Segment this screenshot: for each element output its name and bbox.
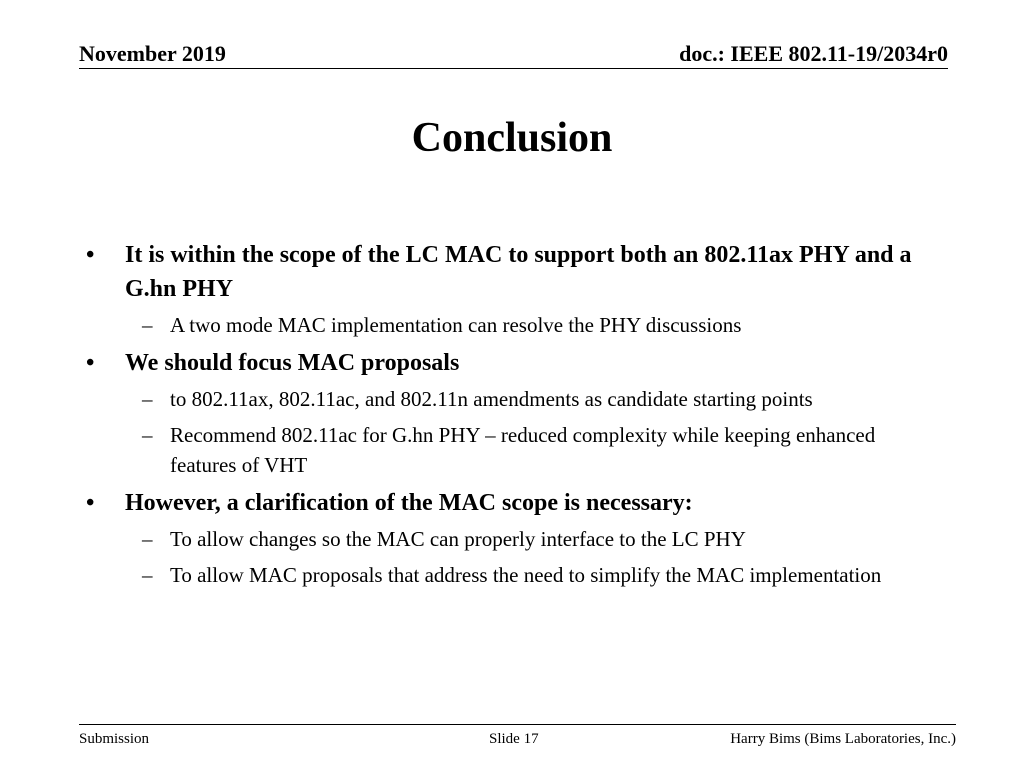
slide-header (79, 40, 948, 69)
bullet-icon: • (86, 490, 95, 516)
sub-bullet-item (86, 560, 944, 590)
slide-body (86, 238, 944, 596)
sub-bullet-text: To allow MAC proposals that address the need to simplify the MAC implementation (170, 563, 882, 587)
dash-icon: – (142, 563, 153, 587)
sub-bullet-text: to 802.11ax, 802.11ac, and 802.11n amendments as candidate starting points (170, 387, 813, 411)
sub-bullet-item (86, 310, 944, 340)
sub-bullet-item (86, 384, 944, 414)
bullet-text: We should focus MAC proposals (125, 350, 460, 376)
footer-submission: Submission (79, 731, 150, 747)
dash-icon: – (142, 387, 153, 411)
sub-bullet-text: Recommend 802.11ac for G.hn PHY – reduced complexity while keeping enhanced features of VHT (170, 423, 876, 477)
dash-icon: – (142, 423, 153, 447)
footer-author: Harry Bims (Bims Laboratories, Inc.) (730, 731, 956, 747)
header-date: November 2019 (79, 41, 226, 66)
bullet-item (86, 486, 944, 520)
slide-title: Conclusion (411, 115, 613, 161)
footer-slide-number: Slide 17 (489, 731, 539, 747)
bullet-icon: • (86, 242, 95, 268)
header-doc-id: doc.: IEEE 802.11-19/2034r0 (679, 41, 948, 66)
slide-footer (79, 724, 956, 749)
dash-icon: – (142, 313, 153, 337)
sub-bullet-text: A two mode MAC implementation can resolve the PHY discussions (170, 313, 742, 337)
bullet-text: It is within the scope of the LC MAC to support both an 802.11ax PHY and a G.hn PHY (125, 242, 912, 302)
sub-bullet-item (86, 524, 944, 554)
bullet-text: However, a clarification of the MAC scope is necessary: (125, 490, 693, 516)
sub-bullet-text: To allow changes so the MAC can properly interface to the LC PHY (170, 527, 746, 551)
bullet-icon: • (86, 350, 95, 376)
bullet-item (86, 346, 944, 380)
sub-bullet-item (86, 420, 944, 480)
dash-icon: – (142, 527, 153, 551)
bullet-item (86, 238, 944, 306)
